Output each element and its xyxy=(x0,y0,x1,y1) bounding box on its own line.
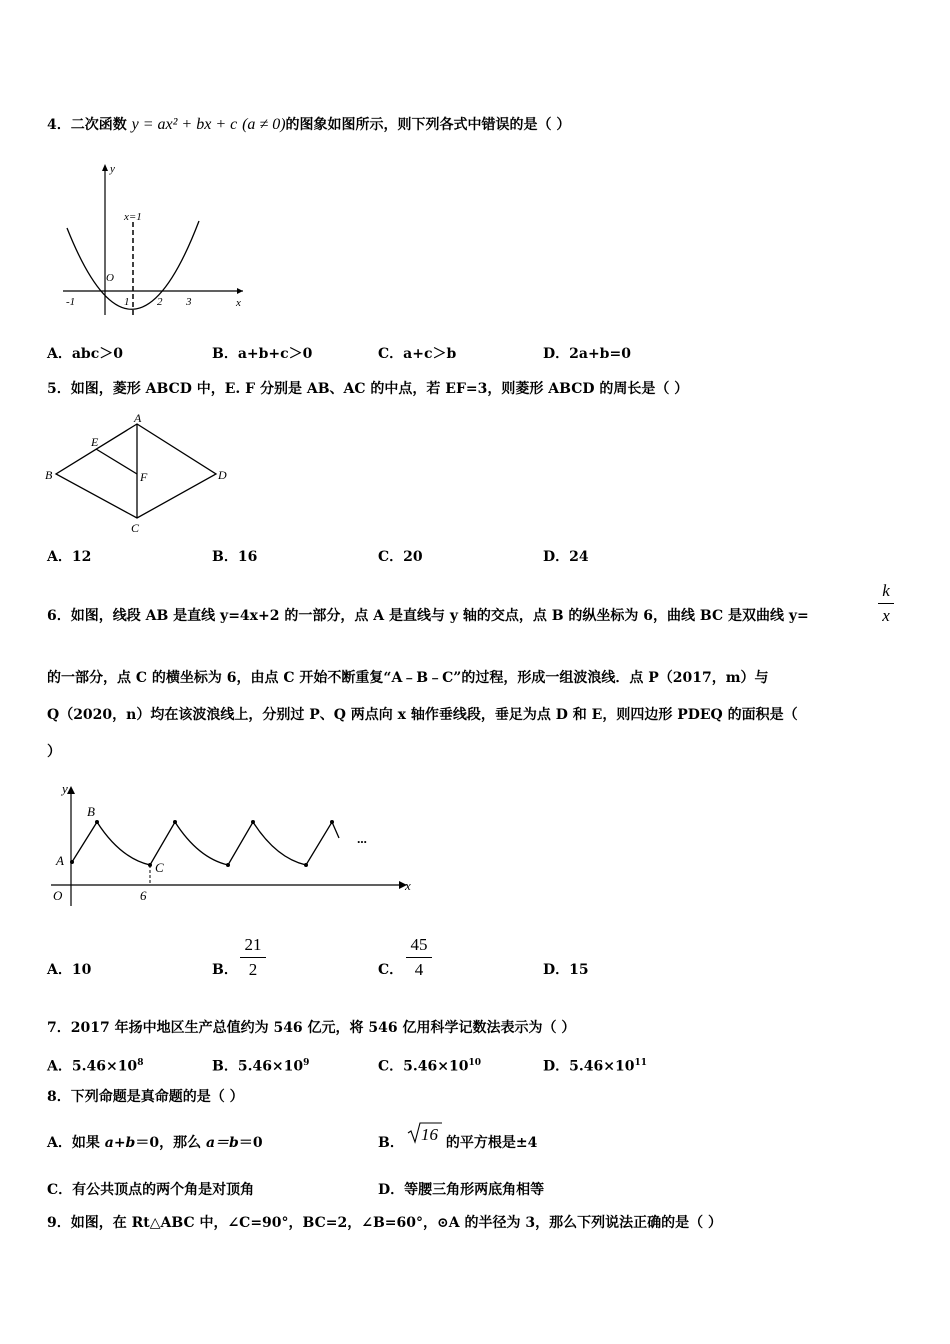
q6-option-a[interactable]: A．10 xyxy=(47,962,92,978)
q4-tick-1: 1 xyxy=(124,296,130,308)
q6-option-c[interactable]: C． xyxy=(378,962,404,978)
q5-rhombus xyxy=(56,424,216,518)
q8-option-c[interactable]: C．有公共顶点的两个角是对顶角 xyxy=(47,1182,255,1198)
q6-option-d[interactable]: D．15 xyxy=(543,962,589,978)
q6-label-a: A xyxy=(56,853,64,868)
q6-option-c-fraction: 45 4 xyxy=(406,935,432,980)
q7-option-d[interactable]: D．$5.46\times 10^{11}$ xyxy=(543,1058,647,1075)
q6-line1: 6．如图，线段 AB 是直线 y=4x+2 的一部分，点 A 是直线与 y 轴的交点，点 B 的纵坐标为 6，曲线 BC 是双曲线 y= xyxy=(47,608,809,624)
q6-ellipsis: ··· xyxy=(357,834,367,849)
q8-option-b[interactable]: B． 的平方根是±4 xyxy=(378,1135,538,1151)
q5-label-f: F xyxy=(140,470,148,484)
q6-x-label: x xyxy=(405,878,411,893)
q4-option-b[interactable]: B．a+b+c＞0 xyxy=(212,346,313,362)
q8-option-d[interactable]: D．等腰三角形两底角相等 xyxy=(378,1182,545,1198)
q8-option-a[interactable]: A．如果 a+b＝0，那么 a＝b＝0 xyxy=(47,1135,263,1151)
q5-option-a[interactable]: A．12 xyxy=(47,549,92,565)
q4-option-c[interactable]: C．a+c＞b xyxy=(378,346,457,362)
q5-rhombus-figure xyxy=(40,410,240,535)
q6-fraction-k-over-x: k x xyxy=(878,581,894,626)
q4-condition: (a ≠ 0) xyxy=(242,116,286,133)
q4-x-label: x xyxy=(236,297,241,309)
q4-axis-label: x=1 xyxy=(124,211,142,223)
q7-stem: 7．2017 年扬中地区生产总值约为 546 亿元，将 546 亿用科学记数法表示为（ ） xyxy=(47,1020,576,1036)
q6-label-b: B xyxy=(87,804,95,819)
q5-option-d[interactable]: D．24 xyxy=(543,549,589,565)
q4-formula: y = ax² + bx + c xyxy=(131,116,238,133)
q6-y-label: y xyxy=(62,781,68,796)
q8-sqrt-symbol xyxy=(407,1120,443,1146)
q6-label-c: C xyxy=(155,860,164,875)
q6-wave-curve xyxy=(72,822,339,865)
q7-option-a[interactable]: A．$5.46\times 10^8$ xyxy=(47,1058,144,1075)
q6-origin-label: O xyxy=(53,888,63,903)
q5-option-b[interactable]: B．16 xyxy=(212,549,258,565)
q9-stem: 9．如图，在 Rt△ABC 中，∠C=90°，BC=2，∠B=60°，⊙A 的半径为 3，那么下列说法正确的是（ ） xyxy=(47,1215,722,1231)
q5-option-c[interactable]: C．20 xyxy=(378,549,423,565)
q5-label-a: A xyxy=(134,411,142,425)
q6-line2: 的一部分，点 C 的横坐标为 6，由点 C 开始不断重复“A﹣B﹣C”的过程，形成一组波浪线．点 P（2017，m）与 xyxy=(47,670,769,686)
q5-label-c: C xyxy=(131,521,140,535)
q6-option-b[interactable]: B． xyxy=(212,962,238,978)
q4-tick-3: 3 xyxy=(186,296,192,308)
q8-stem: 8．下列命题是真命题的是（ ） xyxy=(47,1089,244,1105)
q5-label-b: B xyxy=(45,468,53,482)
q4-tick-neg1: -1 xyxy=(66,296,76,308)
q4-origin-label: O xyxy=(106,272,114,284)
q4-y-label: y xyxy=(110,163,115,175)
q6-wave-graph xyxy=(45,778,425,918)
q6-option-b-fraction: 21 2 xyxy=(240,935,266,980)
q4-parabola-graph xyxy=(58,160,248,320)
q6-tick-6: 6 xyxy=(140,888,147,903)
q7-option-b[interactable]: B．$5.46\times 10^9$ xyxy=(212,1058,310,1075)
q4-tick-2: 2 xyxy=(157,296,163,308)
q5-label-e: E xyxy=(91,435,99,449)
q4-stem: 4．二次函数 y = ax² + bx + c (a ≠ 0)的图象如图所示，则下列各式中错误的是（ ） xyxy=(47,116,571,133)
q4-option-d[interactable]: D．2a+b=0 xyxy=(543,346,631,362)
q7-option-c[interactable]: C．$5.46\times 10^{10}$ xyxy=(378,1058,481,1075)
q5-label-d: D xyxy=(218,468,227,482)
q8-sqrt-radicand: 16 xyxy=(421,1125,438,1144)
q5-stem: 5．如图，菱形 ABCD 中，E. F 分别是 AB、AC 的中点，若 EF=3，则菱形 ABCD 的周长是（ ） xyxy=(47,381,689,397)
q4-option-a[interactable]: A．abc＞0 xyxy=(47,346,123,362)
q6-line3: Q（2020，n）均在该波浪线上，分别过 P、Q 两点向 x 轴作垂线段，垂足为点 D 和 E，则四边形 PDEQ 的面积是（ xyxy=(47,707,798,723)
q6-line4: ） xyxy=(47,744,61,760)
